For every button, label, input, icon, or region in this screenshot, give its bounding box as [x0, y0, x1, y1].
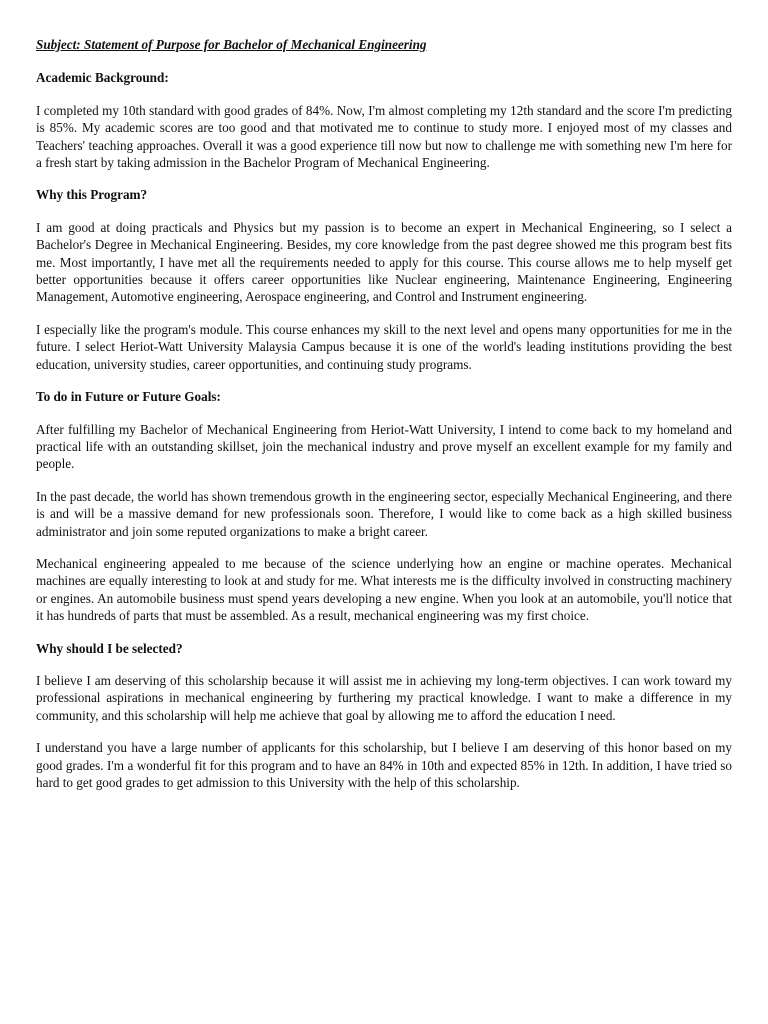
paragraph: Mechanical engineering appealed to me because of the science underlying how an engine or machine operates. Mechanical machines are equally interesting to look at and study for me. What interests me is the difficulty involved in constructing machinery or engines. An automobile business must spend years developing a new engine. When you look at an automobile, you'll notice that it has hundreds of parts that must be assembled. As a result, mechanical engineering was my first choice.	[36, 555, 732, 624]
document-page	[36, 36, 732, 806]
section-heading-academic-background: Academic Background:	[36, 70, 169, 86]
paragraph: After fulfilling my Bachelor of Mechanical Engineering from Heriot-Watt University, I intend to come back to my homeland and practical life with an outstanding skillset, join the mechanical industry and prove myself an excellent example for my family and people.	[36, 421, 732, 472]
paragraph: I completed my 10th standard with good grades of 84%. Now, I'm almost completing my 12th standard and the score I'm predicting is 85%. My academic scores are too good and that motivated me to continue to study more. I enjoyed most of my classes and Teachers' teaching approaches. Overall it was a good experience till now but now to challenge me with something new I'm here for a fresh start by taking admission in the Bachelor Program of Mechanical Engineering.	[36, 102, 732, 171]
paragraph: I understand you have a large number of applicants for this scholarship, but I believe I am deserving of this honor based on my good grades. I'm a wonderful fit for this program and to have an 84% in 10th and expected 85% in 12th. In addition, I have tried so hard to get good grades to get admission to this University with the help of this scholarship.	[36, 740, 732, 790]
section-heading-why-this-program: Why this Program?	[36, 187, 148, 203]
paragraph: I believe I am deserving of this scholarship because it will assist me in achieving my long-term objectives. I can work toward my professional aspirations in mechanical engineering by furthering my practical knowledge. I want to make a difference in my community, and this scholarship will help me achieve that goal by allowing me to afford the education I need.	[36, 672, 732, 723]
section-heading-future-goals: To do in Future or Future Goals:	[36, 389, 221, 405]
section-heading-why-selected: Why should I be selected?	[36, 640, 183, 656]
paragraph: In the past decade, the world has shown tremendous growth in the engineering sector, especially Mechanical Engineering, and there is and will be a massive demand for new professionals soon. Therefore, I would like to come back as a high skilled business administrator and join some reputed organizations to make a bright career.	[36, 488, 732, 539]
subject-line: Subject: Statement of Purpose for Bachelor of Mechanical Engineering	[36, 37, 427, 52]
paragraph: I especially like the program's module. This course enhances my skill to the next level and opens many opportunities for me in the future. I select Heriot-Watt University Malaysia Campus because it is one of the world's leading institutions providing the best education, university studies, career opportunities, and continuing study programs.	[36, 321, 732, 372]
paragraph: I am good at doing practicals and Physics but my passion is to become an expert in Mechanical Engineering, so I select a Bachelor's Degree in Mechanical Engineering. Besides, my core knowledge from the past degree showed me this program best fits me. Most importantly, I have met all the requirements needed to apply for this course. This course allows me to help myself get better opportunities because it offers career opportunities like Nuclear engineering, Maintenance Engineering, Engineering Management, Automotive engineering, Aerospace engineering, and Control and Instrument engineering.	[36, 219, 732, 305]
